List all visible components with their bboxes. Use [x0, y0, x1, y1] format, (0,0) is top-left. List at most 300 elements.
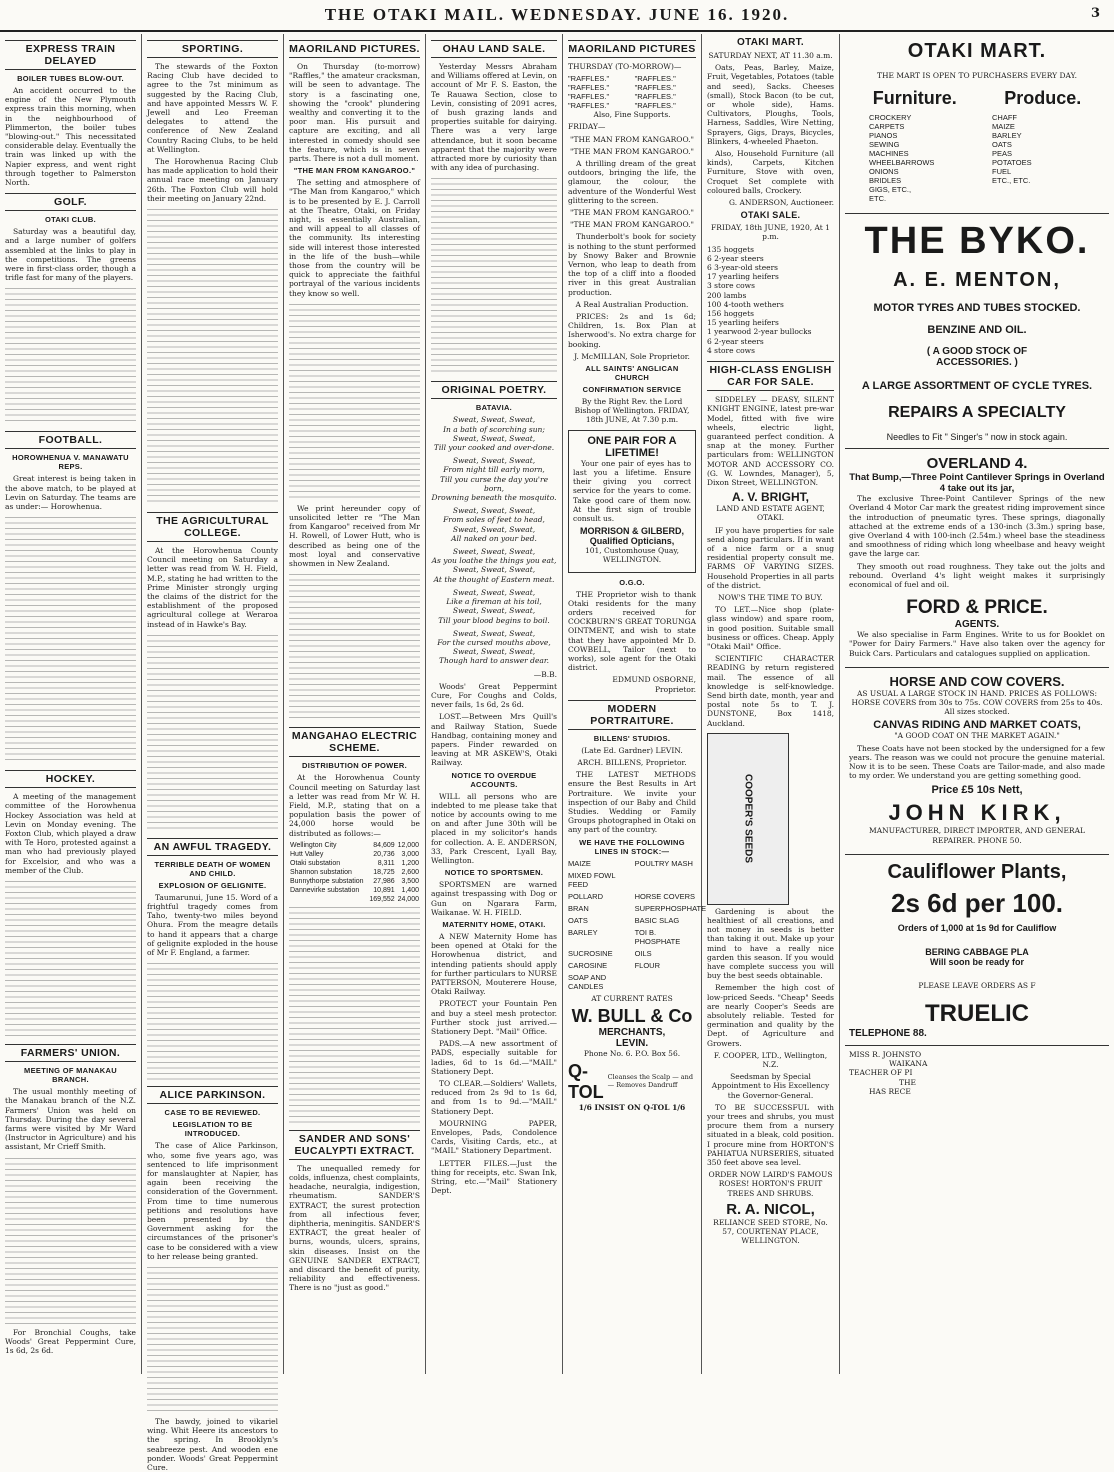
mart-list-item: CHAFF: [992, 113, 1017, 123]
ohau-body-continued: [431, 175, 557, 375]
raffles-3: "RAFFLES.": [568, 92, 610, 102]
leave-orders: PLEASE LEAVE ORDERS AS F: [918, 980, 1036, 990]
farmers-subtitle: MEETING OF MANAKAU BRANCH.: [24, 1066, 117, 1085]
alice-body-continued: [147, 1264, 278, 1414]
mart-list-item: ONIONS: [869, 167, 899, 177]
stock-title: WE HAVE THE FOLLOWING LINES IN STOCK:—: [579, 837, 685, 856]
stock-row: [568, 916, 696, 925]
page-number: 3: [1090, 6, 1100, 21]
tragedy-subtitle-1: TERRIBLE DEATH OF WOMEN AND CHILD.: [154, 859, 271, 878]
raffles-list: [568, 74, 696, 110]
newspaper-title: THE OTAKI MAIL. WEDNESDAY. JUNE 16. 1920.: [324, 5, 790, 24]
billens-late: (Late Ed. Gardner) LEVIN.: [581, 745, 683, 755]
sale-item: 6 3-year-old steers: [707, 263, 779, 273]
canvas-body: These Coats have not been stocked by the undersigned for a few years. The reason was we could not procure the genuine material. Now it is to be seen. These Coats are Tailor-made, and also made to my order. We understand you are getting something good.: [849, 743, 1105, 781]
stock-row: [568, 949, 696, 958]
stock-item: MIXED FOWL FEED: [568, 870, 616, 889]
mangahao-row: [289, 841, 420, 850]
sale-item: 200 lambs: [707, 290, 747, 300]
farmers-body: The usual monthly meeting of the Manakau branch of the N.Z. Farmers' Union was held on Thursday. During the day several farms were visited by Mr Ward (Instructor in Agriculture) and his assistant, Mr Crieff Smith.: [5, 1087, 136, 1152]
horse-body: AS USUAL A LARGE STOCK IN HAND. PRICES AS FOLLOWS: HORSE COVERS from 30s to 75s. COW COVERS from 25s to 40s. All sizes stocked.: [851, 688, 1103, 717]
poem-line: Sweat, Sweat, Sweat,: [452, 587, 536, 597]
poem-stanza: [431, 629, 557, 666]
stock-item: POULTRY MASH: [634, 858, 693, 868]
needles-notice: Needles to Fit " Singer's " now in stock again.: [886, 432, 1068, 443]
mangahao-cell: 27,986: [373, 877, 395, 885]
mangahao-cell: 18,725: [373, 868, 395, 876]
sporting-body-2: The Horowhenua Racing Club has made application to hold their annual race meeting on January 26th. The Foxton Club will hold their meeting on January 22nd.: [147, 157, 278, 203]
farmers-title: FARMERS' UNION.: [5, 1044, 136, 1062]
poem-line: At the thought of Eastern meat.: [433, 574, 555, 584]
maoriland-pictures-title: MAORILAND PICTURES: [568, 40, 696, 58]
has-received: HAS RECE: [869, 1086, 911, 1096]
stock-item: CAROSINE: [568, 960, 608, 970]
stock-item: OILS: [634, 948, 652, 958]
mart-list-item: SEWING MACHINES: [869, 140, 909, 159]
johnston-ad: [845, 1046, 1109, 1100]
sale-item: 3 store cows: [707, 281, 755, 291]
pen-notice: PROTECT your Fountain Pen and buy a steel mesh protector. Further stock just arrived.—Stationery Dept. "Mail" Office.: [431, 999, 557, 1037]
mangahao-cell: 84,609: [373, 841, 395, 849]
column-1-footnote: For Bronchial Coughs, take Woods' Great Peppermint Cure, 1s 6d, 2s 6d.: [5, 1327, 136, 1355]
kangaroo-letter: [289, 571, 420, 721]
stock-list: [568, 858, 707, 991]
tragedy-subtitle-2: EXPLOSION OF GELIGNITE.: [158, 880, 267, 890]
stock-item: [635, 871, 696, 889]
miss-johnston: MISS R. JOHNSTO: [849, 1050, 922, 1060]
seed-packet-image: [707, 733, 789, 905]
kangaroo-line-2: "THE MAN FROM KANGAROO.": [570, 146, 694, 156]
mangahao-row: [289, 895, 420, 904]
mangahao-cell: [289, 895, 367, 904]
overdue-body: WILL all persons who are indebted to me please take that notice by accounts owing to me on and after June 30th will be placed in my solicitor's hands for collection. A. E. ANDERSON, 33, Park Crescent, Lyall Bay, Wellington.: [431, 791, 557, 865]
mangahao-row: [289, 886, 420, 895]
prices: PRICES: 2s and 1s 6d; Children, 1s. Box Plan at Isherwood's. No extra charge for booking.: [568, 312, 696, 349]
overland-body-2: They smooth out road roughness. They take out the jolts and rebound. Overland 4's light weight makes it surprisingly economical of fuel and oil.: [849, 561, 1105, 590]
sale-item: 156 hoggets: [707, 309, 754, 319]
sportsmen-title: NOTICE TO SPORTSMEN.: [444, 868, 544, 878]
mangahao-cell: 20,736: [373, 850, 395, 858]
mangahao-cell: Dannevirke substation: [290, 886, 360, 894]
column-1: [0, 34, 142, 1374]
mart-auctioneer: G. ANDERSON, Auctioneer.: [729, 198, 834, 208]
football-lineup: [5, 514, 136, 764]
ohau-body: Yesterday Messrs Abraham and Williams offered at Levin, on account of Mr F. S. Easton, the Te Rauawa Section, close to Levin, consisting of 2091 acres, of bush grazing lands and properties suitable for dairying. There was a very large attendance, but it soon became apparent that the majority were attracted more by curiosity than with any idea of purchasing.: [431, 62, 557, 173]
football-subtitle: HOROWHENUA V. MANAWATU REPS.: [12, 453, 129, 472]
otaki-mart-ad: [845, 34, 1109, 214]
qtol-logo: Q-TOL: [568, 1060, 604, 1102]
poem-line: As you loathe the things you eat,: [431, 556, 557, 566]
sale-items: [707, 245, 834, 355]
stock-item: SOAP AND CANDLES: [568, 972, 607, 991]
poem-line: Till your blood begins to boil.: [438, 615, 550, 625]
pair-title: ONE PAIR FOR A LIFETIME!: [587, 434, 677, 459]
qtol-price: 1/6 INSIST ON Q-TOL 1/6: [578, 1102, 686, 1112]
sportsmen-body: SPORTSMEN are warned against trespassing with Dog or Gun on Ngarara Farm, Waikanae. W. H. FIELD.: [431, 880, 557, 917]
cycle-tyres: A LARGE ASSORTMENT OF CYCLE TYRES.: [861, 380, 1093, 393]
church-title: ALL SAINTS' ANGLICAN CHURCH: [585, 364, 679, 383]
coopers-seeds-ad: [707, 731, 834, 981]
motor-tyres: MOTOR TYRES AND TUBES STOCKED.: [873, 302, 1081, 315]
repairs-specialty: REPAIRS A SPECIALTY: [888, 404, 1066, 422]
raffles-8: "RAFFLES.": [634, 101, 676, 111]
poem-line: For the cursed mouths above,: [437, 637, 551, 647]
mangahao-row: [289, 850, 420, 859]
mangahao-cell: 1,400: [401, 886, 419, 894]
mart-body: Oats, Peas, Barley, Maize, Fruit, Vegetables, Potatoes (table and seed), Sacks. Cheeses (small), Stock Bacon (to be cut, or whole side), Hams. Cultivators, Ploughs, Tools, Harness, Saddles, Wire Netting, Sprayers, Gigs, Drays, Bicycles, Blinkers, 4-wheeled Phaeton.: [707, 63, 834, 146]
mangahao-cell: 1,200: [401, 859, 419, 867]
raffles-1: "RAFFLES.": [568, 74, 610, 84]
kangaroo-line-3: "THE MAN FROM KANGAROO.": [570, 208, 694, 218]
column-7: [840, 34, 1114, 1374]
mangahao-row: [289, 859, 420, 868]
pair-body: Your one pair of eyes has to last you a lifetime. Ensure their giving you correct service for the years to come. Take good care of them now. At the first sign of trouble consult us.: [573, 458, 691, 523]
stock-item: BASIC SLAG: [634, 915, 680, 925]
mart-list-item: PIANOS: [869, 131, 898, 141]
raffles-7: "RAFFLES.": [634, 92, 676, 102]
stock-row: [568, 928, 696, 946]
sale-item: 6 2-year steers: [707, 253, 764, 263]
mangahao-cell: Bunnythorpe substation: [290, 877, 364, 885]
sale-date: FRIDAY, 18th JUNE, 1920, At 1 p.m.: [711, 223, 830, 242]
billens-body: THE LATEST METHODS ensure the Best Results in Art Portraiture. We invite your inspection of our Baby and Child Studies. Wedding or Family Groups photographed in Otaki on any part of the country.: [568, 770, 696, 835]
bright-name: A. V. BRIGHT,: [732, 490, 809, 505]
lost-notice: LOST.—Between Mrs Quill's and Railway Station, Suede Handbag, containing money and papers. Finder rewarded on leaving at MR ASKEW'S, Otaki Railway.: [431, 712, 557, 768]
mart-date: SATURDAY NEXT, AT 11.30 a.m.: [708, 51, 833, 60]
tragedy-body: Taumarunui, June 15. Word of a frightful tragedy comes from Taho, twenty-two miles beyond Ohura. From the meagre details to hand it appears that a charge of gelignite exploded in the house of Mr F. England, a farmer.: [147, 892, 278, 958]
poem-stanza: [431, 506, 557, 543]
qtol-ad: [568, 1061, 696, 1103]
maternity-body: A NEW Maternity Home has been opened at Otaki for the Horowhenua district, and intending patients should apply for further particulars to NURSE PATTERSON, Mouterere House, Otaki Railway.: [431, 931, 557, 997]
raffles-6: "RAFFLES.": [634, 83, 676, 93]
poem-line: Till your cooked and over-done.: [433, 443, 555, 453]
cabbage-plants: BERING CABBAGE PLA: [925, 946, 1029, 957]
bull-name: W. BULL & Co: [571, 1005, 693, 1026]
waikanae: WAIKANA: [889, 1059, 928, 1069]
current-rates: AT CURRENT RATES: [591, 993, 673, 1003]
kangaroo-line-1: "THE MAN FROM KANGAROO.": [570, 134, 694, 144]
modern-portraiture-title: MODERN PORTRAITURE.: [568, 700, 696, 730]
ford-price: FORD & PRICE.: [906, 597, 1048, 619]
sporting-body: The stewards of the Foxton Racing Club have decided to agree to the 7st minimum as suggested by the Racing Club, and have appointed Messrs W. F. Jewell and Leo Freeman delegates to attend the conference of New Zealand Country Racing Clubs, to be held at Wellington.: [147, 62, 278, 154]
mangahao-subtitle: DISTRIBUTION OF POWER.: [302, 761, 407, 771]
sporting-body-continued: [147, 206, 278, 506]
letter-files-notice: LETTER FILES.—Just the thing for receipts, etc. Swan Ink, String, etc.—"Mail" Stationery Dept.: [431, 1158, 557, 1196]
poem-line: Sweat, Sweat, Sweat,: [452, 433, 536, 443]
stock-item: BARLEY: [568, 927, 598, 937]
poem-stanza: [431, 456, 557, 502]
mart-list-item: POTATOES: [992, 158, 1032, 168]
poem-title: BATAVIA.: [475, 403, 513, 413]
stock-item: TOI B. PHOSPHATE: [634, 927, 681, 946]
overland-subtitle: That Bump,—Three Point Cantilever Springs in Overland 4 take out its jar,: [849, 472, 1105, 495]
billens-proprietor: ARCH. BILLENS, Proprietor.: [577, 757, 687, 767]
ogo-signature: EDMUND OSBORNE, Proprietor.: [612, 675, 696, 694]
column-2-footnote: The bawdy, joined to vikariel wing. Whit Heere its ancestors to the spring. In Brooklyn's seabreeze pest. And wooden ene ponder. Woods' Great Peppermint Cure.: [147, 1416, 278, 1472]
mangahao-row: [289, 877, 420, 886]
poem-line: Sweat, Sweat, Sweat,: [452, 565, 536, 575]
agents: AGENTS.: [954, 619, 1000, 631]
mart-list-item: WHEELBARROWS: [869, 158, 935, 168]
truelic-name: TRUELIC: [925, 1000, 1029, 1028]
sale-item: 100 4-tooth wethers: [707, 299, 784, 309]
kangaroo-body-continued: [289, 301, 420, 501]
poem-line: Sweat, Sweat, Sweat,: [452, 456, 536, 466]
to-let: TO LET.—Nice shop (plate-glass window) and spare room, in good position. Suitable small business or offices. Cheap. Apply "Otaki Mail" Office.: [707, 605, 834, 651]
poem-line: Though hard to answer dear.: [438, 656, 549, 666]
stock-item: SUCROSINE: [568, 948, 613, 958]
ohau-title: OHAU LAND SALE.: [431, 40, 557, 58]
cauliflower-price: 2s 6d per 100.: [891, 887, 1063, 918]
poem-stanza: [431, 547, 557, 584]
poem-batavia: [431, 415, 557, 665]
car-title: HIGH-CLASS ENGLISH CAR FOR SALE.: [707, 361, 834, 391]
football-body: Great interest is being taken in the above match, to be played at Levin on Saturday. The teams are as under:— Horowhenua.: [5, 474, 136, 512]
mart-open: THE MART IS OPEN TO PURCHASERS EVERY DAY.: [876, 71, 1077, 80]
overland-title: OVERLAND 4.: [926, 455, 1028, 473]
poem-line: Sweat, Sweat, Sweat,: [452, 628, 536, 638]
canvas-coats: CANVAS RIDING AND MARKET COATS,: [873, 719, 1081, 732]
sander-title: SANDER AND SONS' EUCALYPTI EXTRACT.: [289, 1130, 420, 1160]
stock-item: HORSE COVERS: [634, 891, 695, 901]
byko-ad: [845, 214, 1109, 449]
seeds-image-text: COOPER'S SEEDS: [742, 774, 754, 864]
otaki-mart-small-title: OTAKI MART.: [737, 37, 804, 48]
express-body: An accident occurred to the engine of the New Plymouth express train this morning, when in the neighbourhood of Plimmerton, the boiler tubes "blowing-out." This necessitated considerable delay. Eventually the train was linked up with the Napier express, and went right through together to Palmerston North.: [5, 86, 136, 188]
thursday-label: THURSDAY (TO-MORROW)—: [568, 62, 682, 71]
poem-line: Sweet, Sweat, Sweat,: [452, 547, 536, 557]
teacher-the: THE: [899, 1077, 917, 1087]
sale-item: 4 store cows: [707, 345, 755, 355]
bull-levin: LEVIN.: [615, 1037, 649, 1049]
mart-list-item: GIGS, ETC., ETC.: [869, 185, 912, 204]
mangahao-table: [289, 841, 420, 904]
roses-body: TO BE SUCCESSFUL with your trees and shrubs, you must procure them from a nursery situated in a bleak, cold position. I procure mine from HORTON'S PAHIATUA NURSERIES, situated 350 feet above sea level.: [707, 1102, 834, 1168]
poem-line: Sweat, Sweat, Sweat,: [452, 415, 536, 425]
golf-body-continued: [5, 285, 136, 425]
mart-list-item: BRIDLES: [869, 176, 902, 186]
mart-list-item: ETC., ETC.: [992, 176, 1031, 186]
maoriland-body: On Thursday (to-morrow) "Raffles," the amateur cracksman, will be seen to advantage. The story is a fascinating one, showing the "crook" plundering wealthy and converting it to the poor man. His pursuit and capture are exciting, and all interested in comedy should see the feature, which is in seven parts. There is not a dull moment.: [289, 62, 420, 164]
stock-item: POLLARD: [568, 891, 604, 901]
stock-item: BRAN: [568, 903, 589, 913]
bright-subtitle: LAND AND ESTATE AGENT, OTAKI.: [716, 504, 825, 523]
kirk-subtitle: MANUFACTURER, DIRECT IMPORTER, AND GENERAL REPAIRER. PHONE 50.: [869, 826, 1085, 845]
poem-line: Drowning beneath the mosquito.: [431, 493, 557, 503]
masthead: [0, 0, 1114, 32]
otaki-sale-title: OTAKI SALE.: [740, 210, 801, 221]
mangahao-cell: Shannon substation: [290, 868, 352, 876]
church-body: By the Right Rev. the Lord Bishop of Wellington. FRIDAY, 18th JUNE, At 7.30 p.m.: [574, 397, 690, 425]
stock-row: [568, 871, 696, 889]
alice-body: The case of Alice Parkinson, who, some five years ago, was sentenced to life imprisonment for manslaughter at Napier, has again been receiving the consideration of the Government. From time to time numerous petitions and resolutions have been presented by the Government asking for the circumstances of the prisoner's case to be considered with a view to her release being granted.: [147, 1141, 278, 1261]
stock-row: [568, 903, 707, 913]
agri-body-continued: [147, 632, 278, 832]
morrison-address: 101, Customhouse Quay, WELLINGTON.: [584, 546, 680, 565]
poem-line: From soles of feet to head,: [443, 515, 545, 525]
tragedy-title: AN AWFUL TRAGEDY.: [147, 838, 278, 856]
bright-body: IF you have properties for sale send along particulars. If in want of a nice farm or a snug residential property consult me. FARMS OF VARYING SIZES. Household Properties in all parts of the district.: [707, 525, 834, 590]
poem-stanza: [431, 415, 557, 452]
column-4: [426, 34, 563, 1374]
poem-line: From night till early morn,: [443, 465, 545, 475]
hockey-body: A meeting of the management committee of the Horowhenua Hockey Association was held at Levin on Monday evening. The Foxton Club, which played a draw with Te Horo, protested against a man who had previously played for Excelsior, and who was a member of the Club.: [5, 792, 136, 875]
maoriland-title: MAORILAND PICTURES.: [289, 40, 420, 58]
football-title: FOOTBALL.: [5, 431, 136, 449]
qtol-tagline: Cleanses the Scalp — and — Removes Dandruff: [607, 1073, 693, 1089]
roses-order: ORDER NOW LAIRD'S FAMOUS ROSES! HORTON'S FRUIT TREES AND SHRUBS.: [708, 1170, 833, 1198]
accessories: ( A GOOD STOCK OF ACCESSORIES. ): [926, 346, 1028, 369]
raffles-5: "RAFFLES.": [634, 74, 676, 84]
produce-heading: Produce.: [1004, 88, 1082, 109]
cauliflower-title: Cauliflower Plants,: [887, 860, 1067, 883]
mangahao-cell: 12,000: [397, 841, 419, 849]
mangahao-cell: 3,000: [401, 850, 419, 858]
raffles-2: "RAFFLES.": [568, 83, 610, 93]
mangahao-cell: Wellington City: [290, 841, 337, 849]
hockey-title: HOCKEY.: [5, 770, 136, 788]
clear-notice: TO CLEAR.—Soldiers' Wallets, reduced from 2s 9d to 1s 6d, and from 1s to 9d.—"MAIL" Stationery Dept.: [431, 1079, 557, 1116]
overdue-title: NOTICE TO OVERDUE ACCOUNTS.: [451, 770, 537, 789]
mart-lists: [849, 109, 1105, 207]
billens-studios: BILLENS' STUDIOS.: [593, 733, 671, 743]
sale-item: 17 yearling heifers: [707, 272, 779, 282]
cabbage-ready: Will soon be ready for: [930, 956, 1024, 967]
mangahao-row: [289, 868, 420, 877]
mangahao-body: At the Horowhenua County Council meeting on Saturday last a letter was read from Mr W. H. Field, M.P., stating that on a population basis the power of 24,000 horse would be distributed as follows:—: [289, 773, 420, 838]
ford-body: We also specialise in Farm Engines. Write to us for Booklet on "Power for Dairy Farmers." Have also taken over the agency for Buick Cars. Particulars and catalogues supplied on application.: [849, 630, 1105, 658]
mangahao-cell: 2,600: [401, 868, 419, 876]
cauliflower-orders: Orders of 1,000 at 1s 9d for Cauliflow: [897, 922, 1057, 933]
sole-proprietor: J. McMILLAN, Sole Proprietor.: [574, 351, 690, 361]
sale-item: 6 2-year steers: [707, 336, 764, 346]
column-3: [284, 34, 426, 1374]
car-body: SIDDELEY — DEASY, SILENT KNIGHT ENGINE, latest pre-war Model, fitted with five wire wheels, electric light, guaranteed perfect condition. A snap at the money. Further particulars from: WELLINGTON MOTOR AND ACCESSORY CO. (G. W. Lowndes, Manager), 5, Dixon Street, WELLINGTON.: [707, 395, 834, 487]
overland-ad: [845, 449, 1109, 668]
teacher-of: TEACHER OF PI: [849, 1068, 913, 1078]
stock-item: MAIZE: [568, 858, 591, 868]
furniture-list: [869, 113, 962, 203]
stock-row: [568, 973, 696, 991]
mart-headings: [849, 88, 1105, 109]
mart-list-item: CARPETS: [869, 122, 905, 132]
stock-row: [568, 859, 696, 868]
column-5: [563, 34, 707, 1374]
stock-row: [568, 961, 696, 970]
nicol-address: RELIANCE SEED STORE, No. 57, COURTENAY PLACE, WELLINGTON.: [713, 1217, 828, 1246]
sale-item: 15 yearling heifers: [707, 318, 779, 328]
byko-title: THE BYKO.: [864, 220, 1090, 263]
coat-price: Price £5 10s Nett,: [931, 784, 1023, 797]
overland-body: The exclusive Three-Point Cantilever Springs of the new Overland 4 Motor Car mark the greatest riding improvement since the introduction of pneumatic tyres. These springs, diagonally attached at the extreme ends of a 130-inch (3.3m.) spring base, give Overland 4 with 100-inch (2.54m.) wheel base the steadiness and smoothness of riding which long wheelbase and heavy weight gave the large car.: [849, 494, 1105, 559]
poetry-title: ORIGINAL POETRY.: [431, 381, 557, 399]
menton-name: A. E. MENTON,: [893, 269, 1061, 292]
kangaroo-body-2: We print hereunder copy of unsolicited letter re "The Man from Kangaroo" received from Mr H. Rowell, of Lower Hutt, who is described as being one of the most loyal and conservative showmen in New Zealand.: [289, 503, 420, 569]
poem-line: Like a fireman at his toil,: [446, 597, 542, 607]
stock-item: SUPERPHOSPHATE: [634, 903, 707, 913]
morrison-name: MORRISON & GILBERD, Qualified Opticians,: [579, 526, 684, 547]
mart-list-item: PEAS: [992, 149, 1013, 159]
poem-line: Sweat, Sweat, Sweat,: [452, 506, 536, 516]
seeds-body-2: Remember the high cost of low-priced Seeds. "Cheap" Seeds are nearly Cooper's Seeds are absolutely reliable. Tested for germination and quality by the Dept. of Agriculture and Growers.: [707, 983, 834, 1048]
sander-body: The unequalled remedy for colds, influenza, chest complaints, headache, neuralgia, indigestion, rheumatism. SANDER'S EXTRACT, the surest protection from all infectious fever, diphtheria, meningitis. SANDER'S EXTRACT, the great healer of burns, wounds, ulcers, sprains, skin diseases. Insist on the GENUINE SANDER EXTRACT, and discard the benefit of purity, reliability and effectiveness. There is no "just as good.": [289, 1163, 420, 1293]
kangaroo-body: The setting and atmosphere of "The Man from Kangaroo," which is to be presented by E. J. Carroll at the Theatre, Otaki, on Friday night, is essentially Australian, and will appeal to all classes of the community. Its interesting side will interest those interested in the life of the bush—while those from the country will be quick to appreciate the faithful portrayal of the various incidents they know so well.: [289, 178, 420, 298]
sale-item: 1 yearwood 2-year bullocks: [707, 327, 812, 337]
mangahao-body-continued: [289, 904, 420, 1124]
truelic-phone: TELEPHONE 88.: [849, 1028, 927, 1040]
mart-list-item: FUEL: [992, 167, 1012, 177]
stock-item: [635, 973, 696, 991]
express-subtitle: BOILER TUBES BLOW-OUT.: [17, 74, 124, 83]
cauliflower-ad: [845, 855, 1109, 1046]
raffles-4: "RAFFLES.": [568, 101, 610, 111]
maternity-title: MATERNITY HOME, OTAKI.: [442, 919, 546, 929]
produce-list: [962, 113, 1085, 203]
mangahao-cell: 24,000: [397, 895, 419, 903]
seeds-special: Seedsman by Special Appointment to His Excellency the Governor-General.: [711, 1072, 830, 1100]
farmers-body-continued: [5, 1155, 136, 1325]
poem-line: Sweat, Sweat, Sweat,: [452, 524, 536, 534]
pads-notice: PADS.—A new assortment of PADS, especially suitable for ladies, 6d to 1s 6d.—"MAIL" Stationery Dept.: [431, 1039, 557, 1076]
nicol-name: R. A. NICOL,: [726, 1200, 815, 1218]
mangahao-cell: Hutt Valley: [290, 850, 324, 858]
poem-author: —B.B.: [533, 669, 557, 679]
agri-title: THE AGRICULTURAL COLLEGE.: [147, 512, 278, 542]
golf-title: GOLF.: [5, 193, 136, 211]
kangaroo-heading: "THE MAN FROM KANGAROO.": [293, 166, 416, 176]
benzine-oil: BENZINE AND OIL.: [927, 324, 1027, 337]
alice-subtitle-1: CASE TO BE REVIEWED.: [164, 1108, 261, 1118]
mangahao-cell: 169,552: [369, 895, 395, 903]
cough-ad: Woods' Great Peppermint Cure, For Coughs and Colds, never fails, 1s 6d, 2s 6d.: [431, 681, 557, 710]
mangahao-title: MANGAHAO ELECTRIC SCHEME.: [289, 727, 420, 757]
ogo-body: THE Proprietor wish to thank Otaki residents for the many orders received for COCKBURN'S GREAT TORUNGA OINTMENT, and wish to state that they have appointed Mr D. COWBELL, Tailor (next to works), sole agent for the Otaki district.: [568, 589, 696, 673]
golf-subtitle: OTAKI CLUB.: [44, 215, 97, 225]
mangahao-cell: 3,500: [401, 877, 419, 885]
mangahao-cell: 8,311: [377, 859, 395, 867]
mart-list-item: MAIZE: [992, 122, 1015, 132]
canvas-subtitle: "A GOOD COAT ON THE MARKET AGAIN.": [894, 731, 1060, 741]
kangaroo-description: A thrilling dream of the great outdoors, bringing the life, the glamour, the colour, the adventure of the Wonderful West glittering to the screen.: [568, 159, 696, 205]
furniture-heading: Furniture.: [872, 88, 957, 109]
poem-line: In a bath of scorching sun;: [443, 424, 545, 434]
optician-ad: [568, 430, 696, 573]
alice-subtitle-2: LEGISLATION TO BE INTRODUCED.: [172, 1120, 253, 1139]
thunderbolt-text: Thunderbolt's book for society is nothing to the stunt performed by Snowy Baker and Brownie Vernon, who leap to death from the top of a cliff into a flooded river in this great Australian production.: [568, 232, 696, 297]
poem-line: Sweat, Sweat, Sweat,: [452, 606, 536, 616]
mangahao-cell: Otaki substation: [290, 859, 341, 867]
kirk-ad: [845, 668, 1109, 855]
column-6: [702, 34, 840, 1374]
stock-item: FLOUR: [634, 960, 660, 970]
hockey-body-continued: [5, 878, 136, 1038]
mourning-notice: MOURNING PAPER, Envelopes, Pads, Condolence Cards, Visiting Cards, etc., at "MAIL" Stationery Department.: [431, 1118, 557, 1156]
otaki-mart-title: OTAKI MART.: [907, 40, 1047, 62]
poem-line: Sweat, Sweat, Sweat,: [452, 647, 536, 657]
column-2: [142, 34, 284, 1472]
poem-line: Till you curse the day you're born,: [439, 474, 549, 493]
mart-list-item: BARLEY: [992, 131, 1022, 141]
mart-list-item: OATS: [992, 140, 1012, 150]
friday-label: FRIDAY—: [568, 122, 606, 132]
mart-also: Also, Household Furniture (all kinds), Carpets, Kitchen Furniture, Stove with oven, Croquet Set complete with coloured balls, Crockery.: [707, 149, 834, 195]
golf-body: Saturday was a beautiful day, and a large number of golfers assembled at the links to play in the competitions. The greens were in first-class order, though a trifle fast for many of the players.: [5, 227, 136, 283]
bull-merchants: MERCHANTS,: [598, 1026, 666, 1038]
also-supports: Also, Fine Supports.: [593, 110, 671, 120]
ogo-title: O.G.O.: [619, 577, 645, 587]
sporting-title: SPORTING.: [147, 40, 278, 58]
kirk-name: JOHN KIRK,: [888, 800, 1066, 826]
